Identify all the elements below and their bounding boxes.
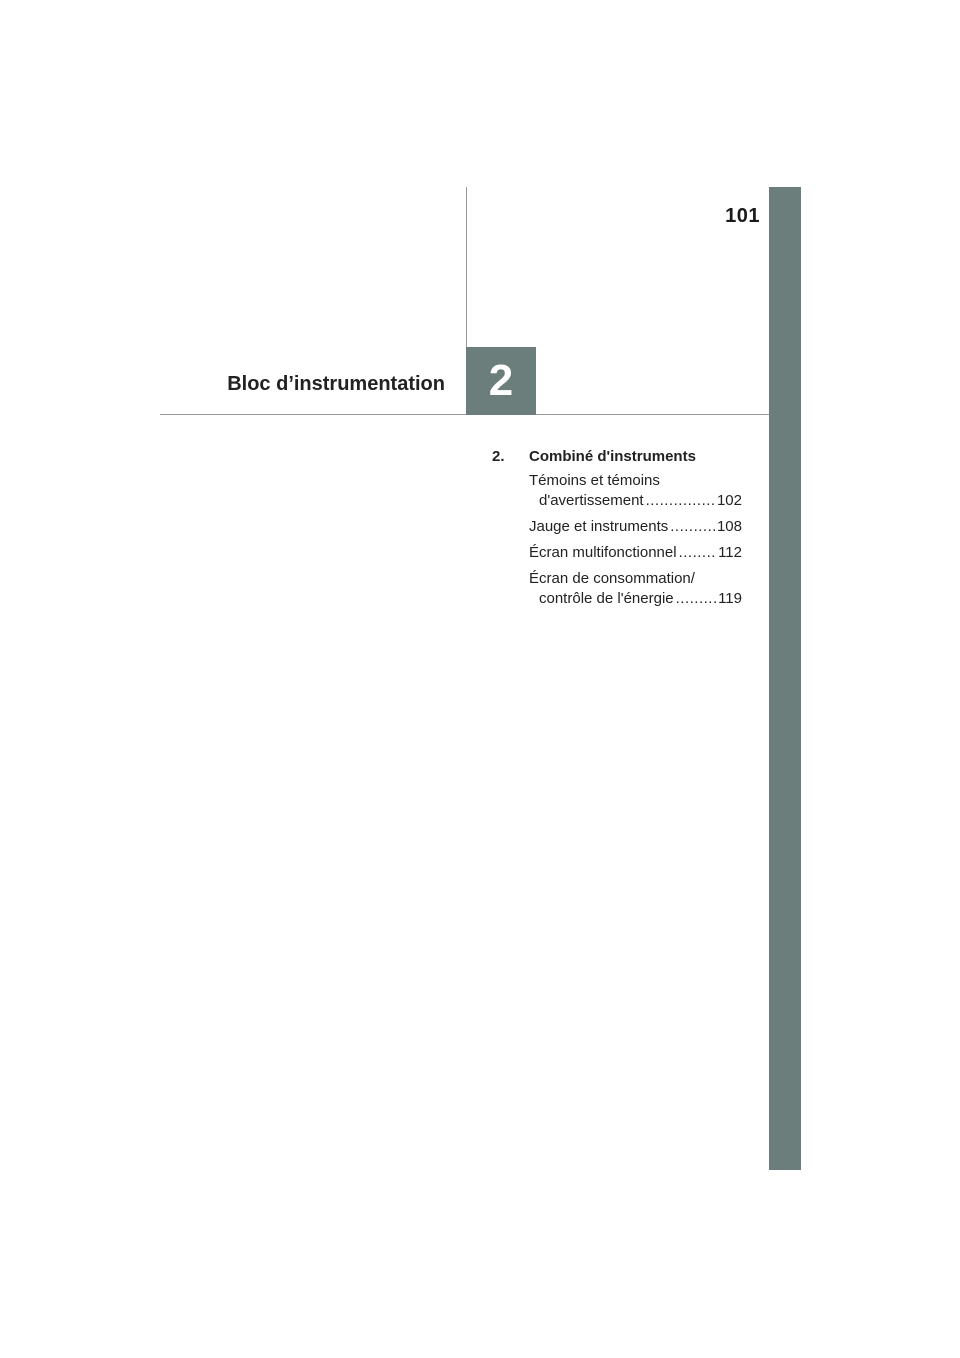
dot-leader: [670, 517, 715, 537]
toc-entry-page: 108: [716, 518, 742, 535]
toc-entry-title: Écran de consommation/: [529, 570, 695, 587]
toc-entry-title-continued: d'avertissement: [539, 492, 644, 509]
dot-leader: [646, 491, 715, 511]
horizontal-divider: [160, 414, 769, 415]
toc-entry[interactable]: [529, 517, 742, 537]
toc-entry[interactable]: [529, 471, 742, 511]
chapter-title: Bloc d’instrumentation: [227, 373, 445, 395]
page-number: 101: [725, 205, 760, 227]
vertical-divider: [466, 187, 467, 347]
dot-leader: [676, 589, 716, 609]
toc-section-number: 2.: [492, 448, 505, 465]
chapter-side-tab: [769, 187, 801, 1170]
toc-entry-title: Jauge et instruments: [529, 518, 669, 535]
toc-entry-page: 119: [718, 590, 742, 607]
toc-entry[interactable]: [529, 569, 742, 609]
toc-section-heading: [492, 448, 742, 465]
toc-entry[interactable]: [529, 543, 742, 563]
toc-section-title: Combiné d'instruments: [529, 448, 696, 465]
table-of-contents: [492, 448, 742, 615]
toc-entry-title-continued: contrôle de l'énergie: [539, 590, 674, 607]
toc-entry-page: 112: [718, 544, 742, 561]
chapter-number-box: [466, 347, 536, 415]
toc-entry-title: Écran multifonctionnel: [529, 544, 677, 561]
chapter-number: 2: [488, 356, 514, 405]
dot-leader: [679, 543, 717, 563]
toc-entry-title: Témoins et témoins: [529, 472, 660, 489]
toc-entry-page: 102: [716, 492, 742, 509]
